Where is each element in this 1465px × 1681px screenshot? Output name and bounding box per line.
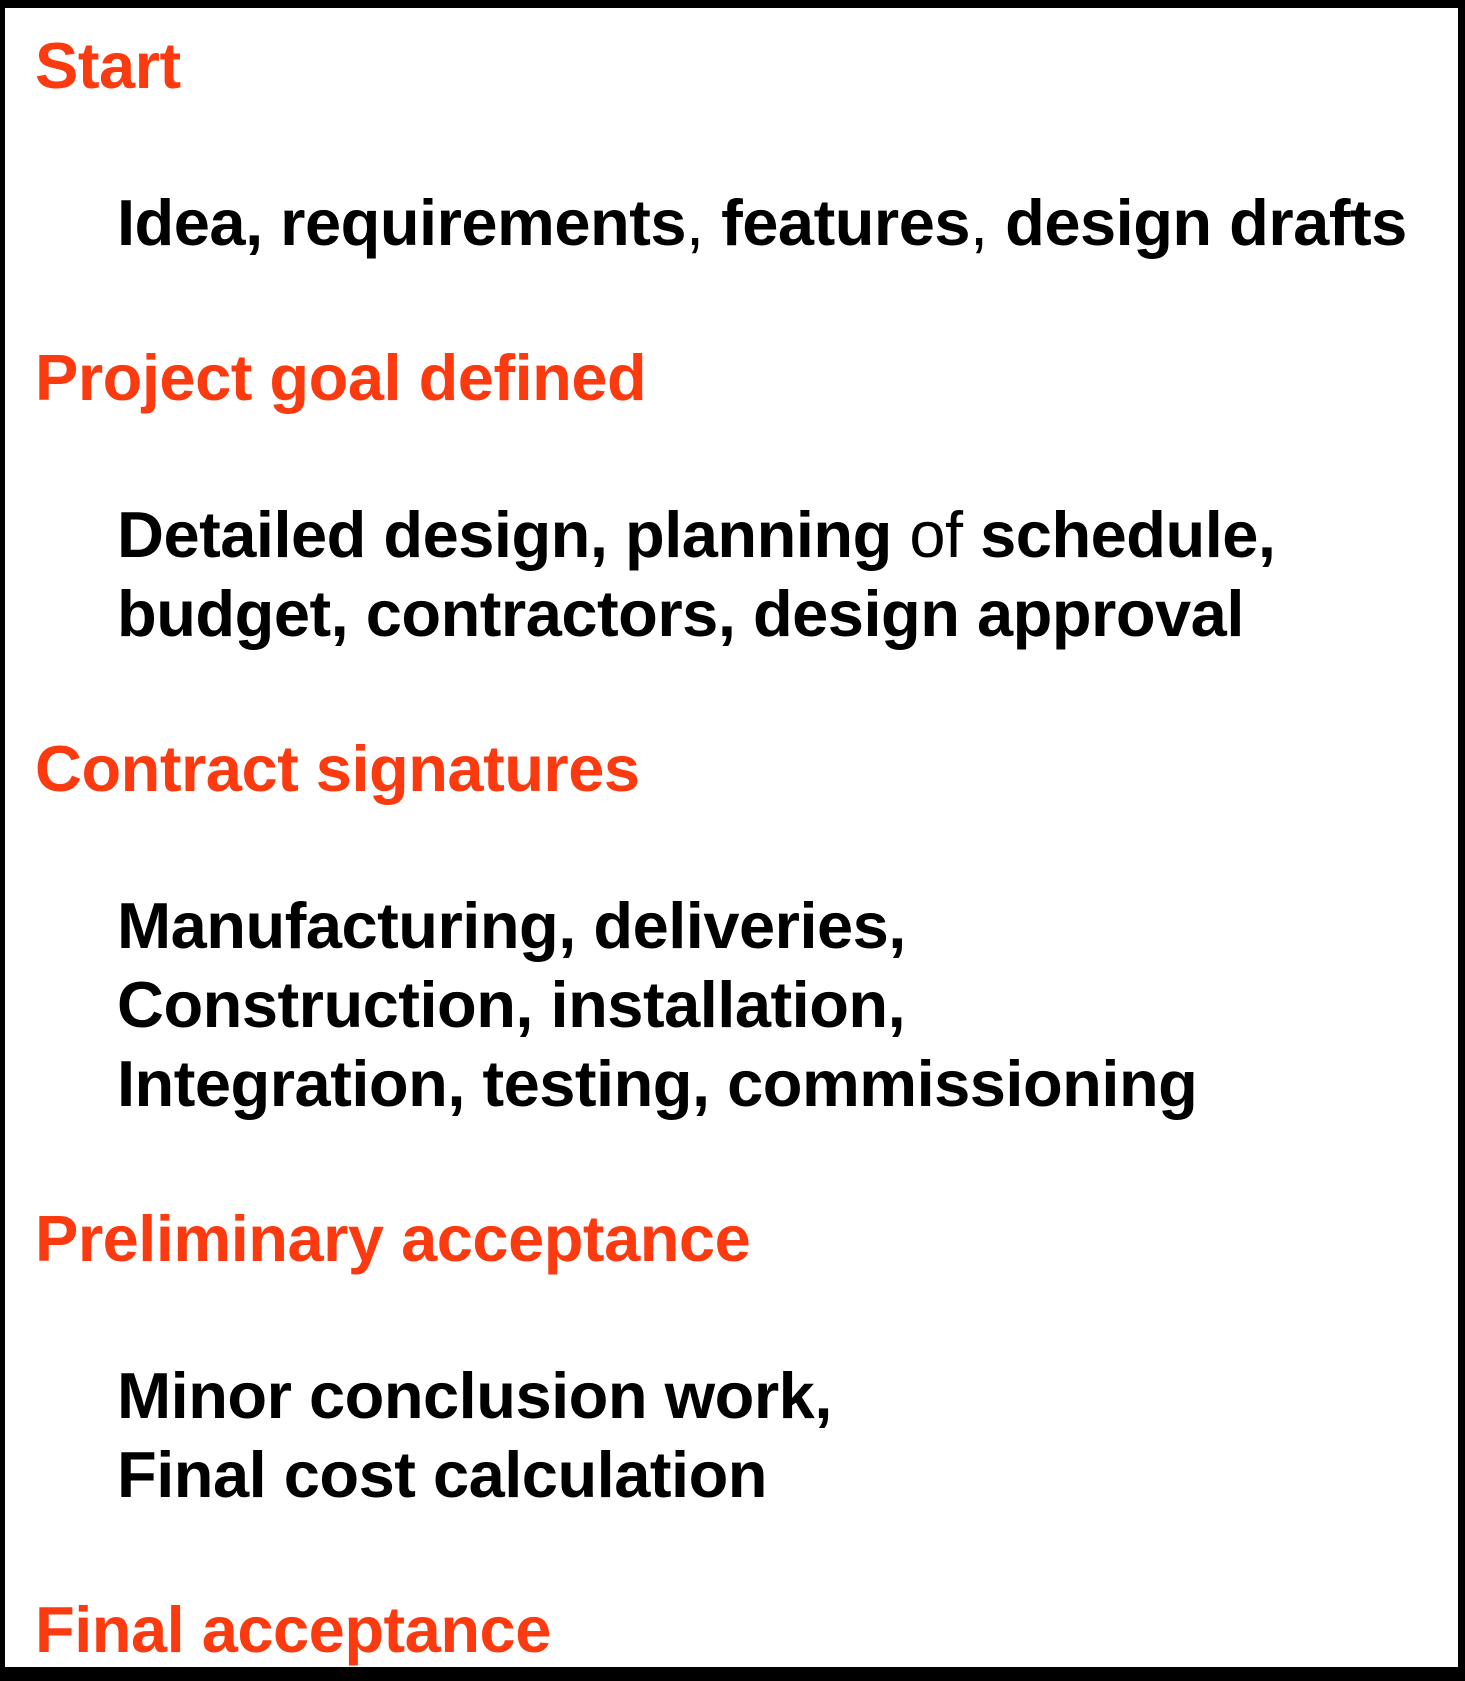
text-run: design drafts xyxy=(1005,186,1407,259)
milestone-project-goal-defined xyxy=(35,338,1458,417)
activity-text xyxy=(117,495,1458,653)
milestone-line xyxy=(35,1199,1458,1278)
text-run: Final acceptance xyxy=(35,1593,551,1666)
text-run: Detailed design, planning xyxy=(117,498,910,571)
activity-text xyxy=(117,1356,1458,1514)
activity-text xyxy=(117,183,1458,262)
text-run: Minor conclusion work, xyxy=(117,1359,832,1432)
text-run: Construction, installation, xyxy=(117,968,906,1041)
text-run: , xyxy=(970,186,1006,259)
text-run: Preliminary acceptance xyxy=(35,1202,751,1275)
activity-line xyxy=(117,1356,1458,1435)
text-run: Start xyxy=(35,29,181,102)
text-run: Contract signatures xyxy=(35,732,640,805)
milestone-line xyxy=(35,338,1458,417)
activity-line xyxy=(117,1435,1458,1514)
text-run: budget, contractors, design approval xyxy=(117,577,1244,650)
text-run: features xyxy=(721,186,971,259)
milestone-final-acceptance xyxy=(35,1590,1458,1669)
activity-line xyxy=(117,495,1458,574)
milestone-contract-signatures xyxy=(35,729,1458,808)
text-run: of xyxy=(909,498,981,571)
activity-line xyxy=(117,886,1458,965)
activity-text xyxy=(117,886,1458,1123)
activity-line xyxy=(117,1044,1458,1123)
text-run: schedule, xyxy=(980,498,1276,571)
milestone-line xyxy=(35,1590,1458,1669)
milestone-start xyxy=(35,26,1458,105)
text-run: Project goal defined xyxy=(35,341,647,414)
milestone-line xyxy=(35,26,1458,105)
text-run: , xyxy=(686,186,722,259)
milestone-preliminary-acceptance xyxy=(35,1199,1458,1278)
activity-line xyxy=(117,574,1458,653)
text-run: Manufacturing, deliveries, xyxy=(117,889,906,962)
text-run: Final cost calculation xyxy=(117,1438,767,1511)
activity-line xyxy=(117,183,1458,262)
text-run: Idea, requirements xyxy=(117,186,686,259)
timeline-sections xyxy=(5,26,1458,1669)
text-run: Integration, testing, commissioning xyxy=(117,1047,1198,1120)
milestone-line xyxy=(35,729,1458,808)
activity-line xyxy=(117,965,1458,1044)
